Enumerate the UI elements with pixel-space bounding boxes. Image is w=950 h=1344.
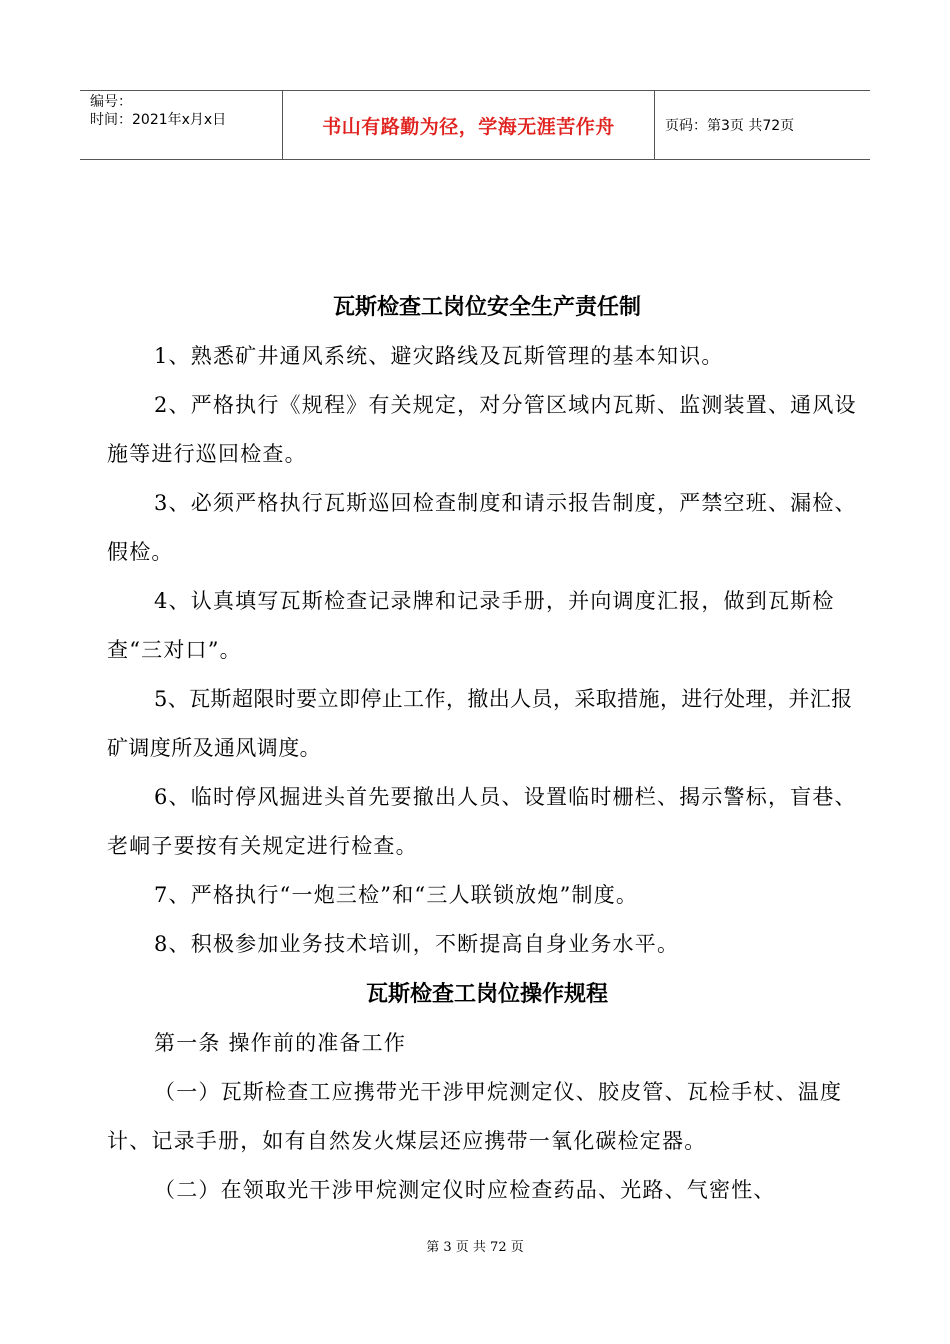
article-heading: 第一条 操作前的准备工作 <box>154 1031 407 1055</box>
section-title-responsibility: 瓦斯检查工岗位安全生产责任制 <box>332 294 641 320</box>
header-meta <box>80 91 282 159</box>
responsibility-item: 6、临时停风掘进头首先要撤出人员、设置临时栅栏、揭示警标，盲巷、老峒子要按有关规定进行检查。 <box>107 785 857 858</box>
responsibility-item: 3、必须严格执行瓦斯巡回检查制度和请示报告制度，严禁空班、漏检、假检。 <box>107 491 857 564</box>
document-date: 时间：2021年x月x日 <box>90 112 227 128</box>
responsibility-item: 2、严格执行《规程》有关规定，对分管区域内瓦斯、监测装置、通风设施等进行巡回检查。 <box>107 393 857 466</box>
header-motto: 书山有路勤为径，学海无涯苦作舟 <box>282 91 655 159</box>
section-title-procedure: 瓦斯检查工岗位操作规程 <box>365 981 608 1007</box>
header-page-info: 页码：第3页 共72页 <box>665 118 795 134</box>
responsibility-item: 4、认真填写瓦斯检查记录牌和记录手册，并向调度汇报，做到瓦斯检查“三对口”。 <box>107 589 835 662</box>
procedure-item: （一）瓦斯检查工应携带光干涉甲烷测定仪、胶皮管、瓦检手杖、温度计、记录手册，如有自然发火煤层还应携带一氧化碳检定器。 <box>107 1080 843 1153</box>
responsibility-item: 7、严格执行“一炮三检”和“三人联锁放炮”制度。 <box>154 883 639 907</box>
responsibility-item: 5、瓦斯超限时要立即停止工作，撤出人员，采取措施，进行处理，并汇报矿调度所及通风调度。 <box>107 687 853 760</box>
responsibility-item: 1、熟悉矿井通风系统、避灾路线及瓦斯管理的基本知识。 <box>154 344 724 368</box>
responsibility-item: 8、积极参加业务技术培训，不断提高自身业务水平。 <box>154 932 680 956</box>
page-header <box>80 90 870 160</box>
document-number-label: 编号： <box>90 94 132 110</box>
procedure-item: （二）在领取光干涉甲烷测定仪时应检查药品、光路、气密性、 <box>154 1178 776 1202</box>
document-body <box>107 282 867 1215</box>
page-footer: 第 3 页 共 72 页 <box>426 1240 524 1255</box>
